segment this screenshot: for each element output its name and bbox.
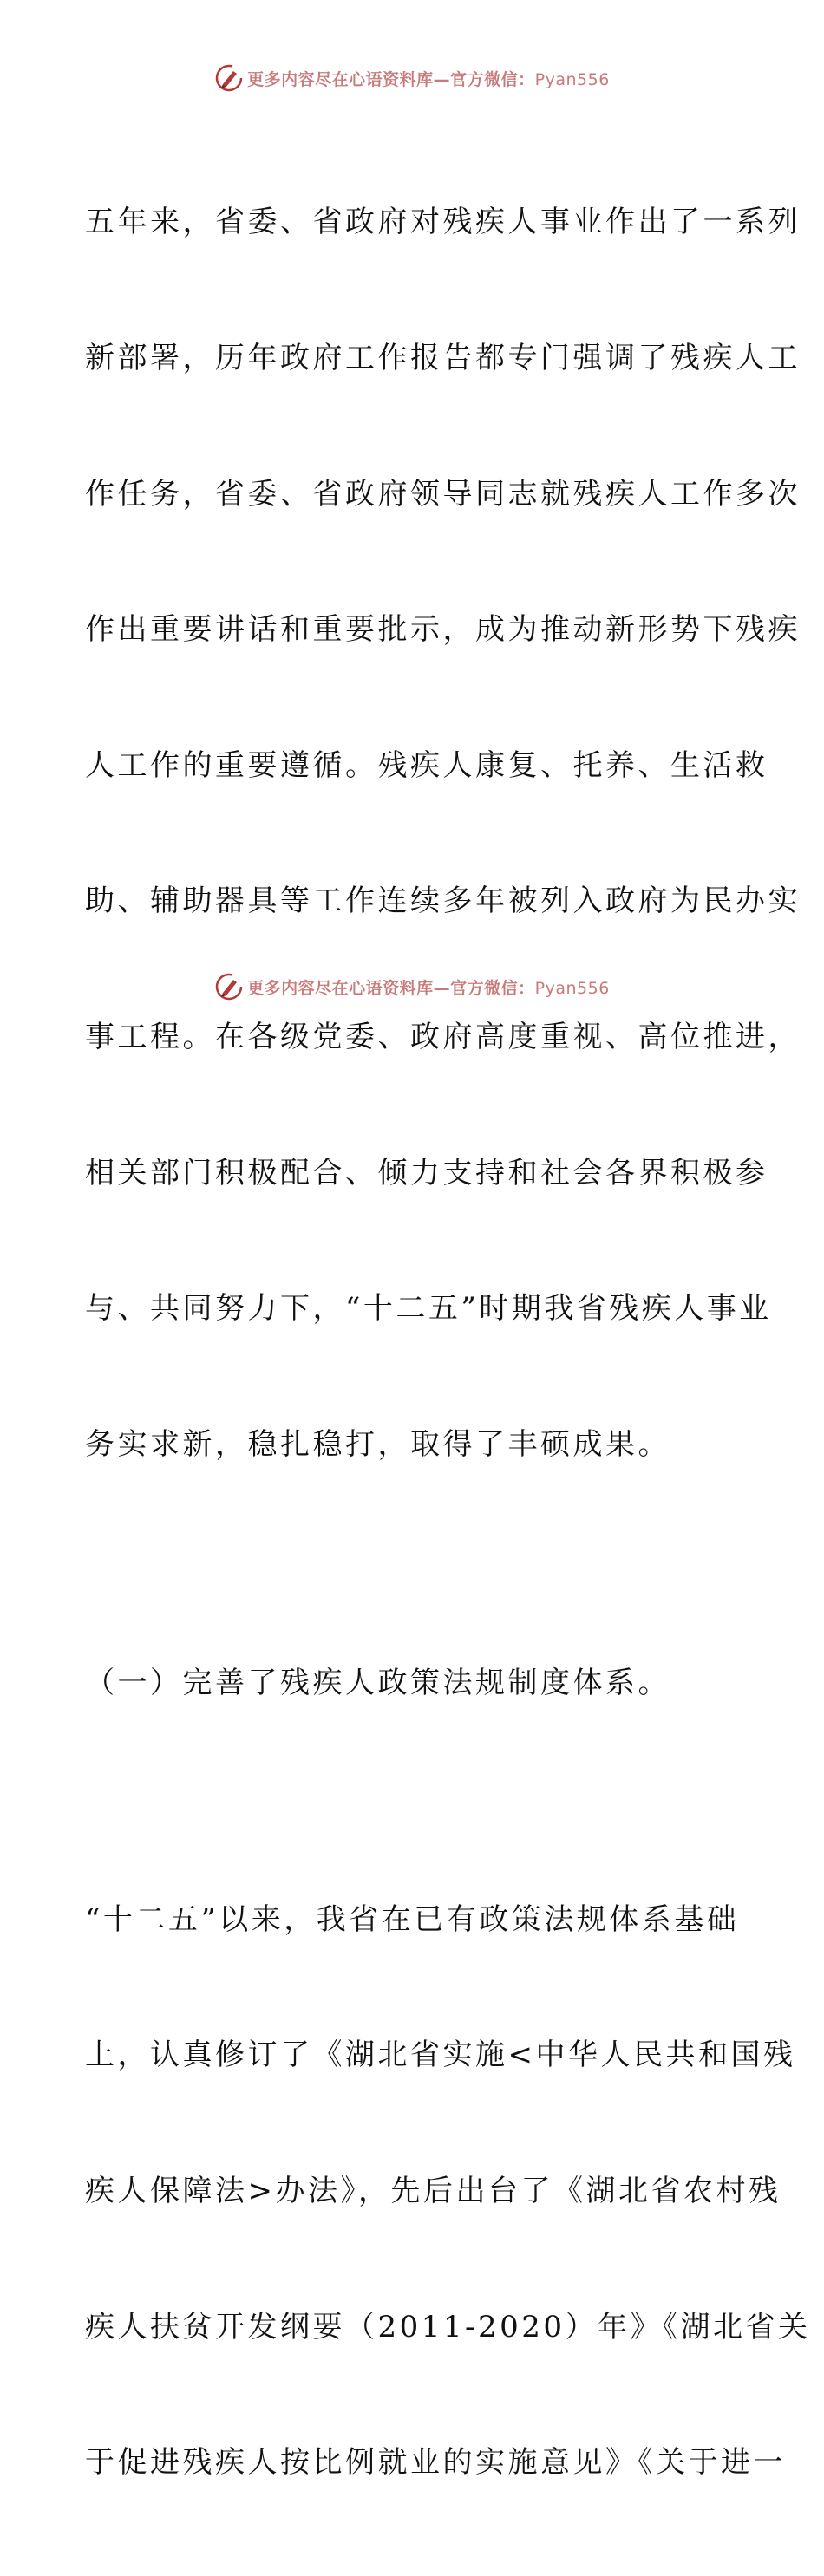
text-line: 事工程。在各级党委、政府高度重视、高位推进， [85,1019,801,1054]
pen-circle-logo-icon [214,63,244,93]
heading-text: （一）完善了残疾人政策法规制度体系。 [85,1665,670,1700]
footer-banner [0,969,824,1004]
text-line: 作出重要讲话和重要批示，成为推动新形势下残疾 [85,612,801,648]
section-heading [85,1569,744,1796]
banner-prefix: 更多内容尽在心语资料库—官方微信： [247,978,535,998]
pen-circle-logo-icon [214,972,244,1001]
banner-text [247,975,610,999]
text-line: 于促进残疾人按比例就业的实施意见》《关于进一 [85,2445,786,2481]
text-line: 新部署，历年政府工作报告都专门强调了残疾人工 [85,341,801,375]
text-line: 疾人保障法>办法》，先后出台了《湖北省农村残 [85,2173,781,2208]
banner-wechat-id: Pyan556 [534,69,610,89]
text-line: 与、共同努力下，“十二五”时期我省残疾人事业 [85,1291,772,1327]
text-line: 相关部门积极配合、倾力支持和社会各界积极参 [85,1155,768,1190]
text-line: 上，认真修订了《湖北省实施<中华人民共和国残 [85,2038,796,2073]
text-line: 作任务，省委、省政府领导同志就残疾人工作多次 [85,476,801,512]
paragraph-intro [85,109,801,1557]
text-line: 助、辅助器具等工作连续多年被列入政府为民办实 [85,884,801,919]
text-line: 疾人扶贫开发纲要（2011-2020）年》《湖北省关 [85,2309,811,2344]
paragraph-policy [85,1806,811,2575]
banner-text [247,67,610,90]
text-line: 务实求新，稳扎稳打，取得了丰硕成果。 [85,1426,670,1462]
banner-wechat-id: Pyan556 [534,978,610,998]
text-line: 五年来，省委、省政府对残疾人事业作出了一系列 [85,205,801,240]
header-banner [0,61,824,95]
text-line: 人工作的重要遵循。残疾人康复、托养、生活救 [85,747,768,783]
text-line: “十二五”以来，我省在已有政策法规体系基础 [85,1901,740,1937]
banner-prefix: 更多内容尽在心语资料库—官方微信： [247,69,535,89]
document-body [85,109,811,2576]
